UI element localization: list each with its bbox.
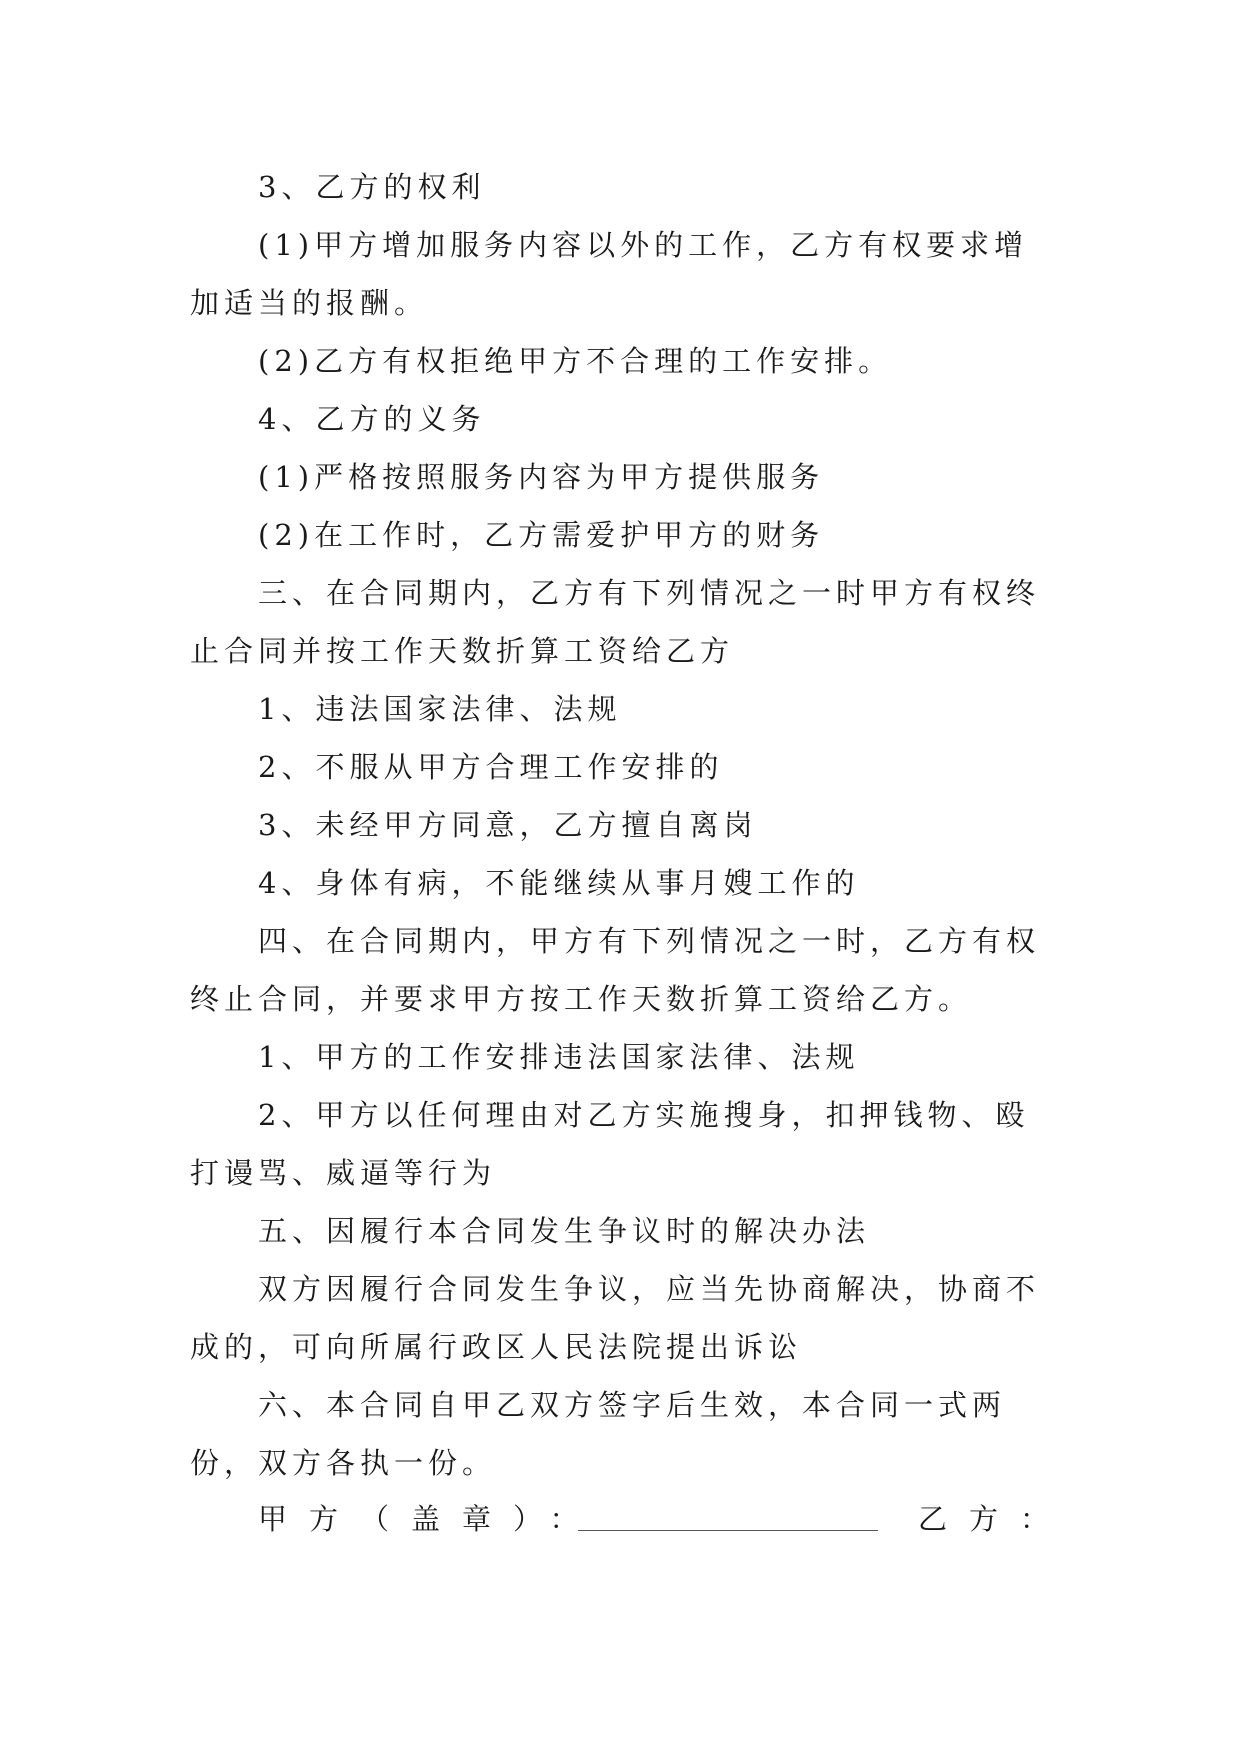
paragraph: 2、不服从甲方合理工作安排的	[258, 750, 724, 784]
signature-row	[258, 1490, 1072, 1548]
party-b-signature-label: 乙方：	[918, 1502, 1072, 1536]
paragraph: 六、本合同自甲乙双方签字后生效，本合同一式两份，双方各执一份。	[190, 1388, 1007, 1480]
paragraph: 2、甲方以任何理由对乙方实施搜身，扣押钱物、殴打谩骂、威逼等行为	[190, 1098, 1030, 1190]
signature-line	[578, 1530, 878, 1531]
party-a-signature-label: 甲方（盖章）：	[258, 1502, 601, 1536]
paragraph: 4、乙方的义务	[258, 402, 486, 436]
paragraph: 三、在合同期内，乙方有下列情况之一时甲方有权终止合同并按工作天数折算工资给乙方	[190, 576, 1041, 668]
paragraph: (2)在工作时，乙方需爱护甲方的财务	[258, 518, 825, 552]
paragraph: 1、违法国家法律、法规	[258, 692, 622, 726]
paragraph: 3、未经甲方同意，乙方擅自离岗	[258, 808, 758, 842]
paragraph: 双方因履行合同发生争议，应当先协商解决，协商不成的，可向所属行政区人民法院提出诉讼	[190, 1272, 1041, 1364]
paragraph: (1)甲方增加服务内容以外的工作，乙方有权要求增加适当的报酬。	[190, 228, 1029, 320]
paragraph: (1)严格按照服务内容为甲方提供服务	[258, 460, 825, 494]
paragraph: 1、甲方的工作安排违法国家法律、法规	[258, 1040, 860, 1074]
document-body	[190, 158, 1050, 1492]
paragraph: 4、身体有病，不能继续从事月嫂工作的	[258, 866, 860, 900]
paragraph: 3、乙方的权利	[258, 170, 486, 204]
paragraph: 五、因履行本合同发生争议时的解决办法	[258, 1214, 871, 1248]
paragraph: (2)乙方有权拒绝甲方不合理的工作安排。	[258, 344, 893, 378]
paragraph: 四、在合同期内，甲方有下列情况之一时，乙方有权终止合同，并要求甲方按工作天数折算工资给乙方。	[190, 924, 1041, 1016]
